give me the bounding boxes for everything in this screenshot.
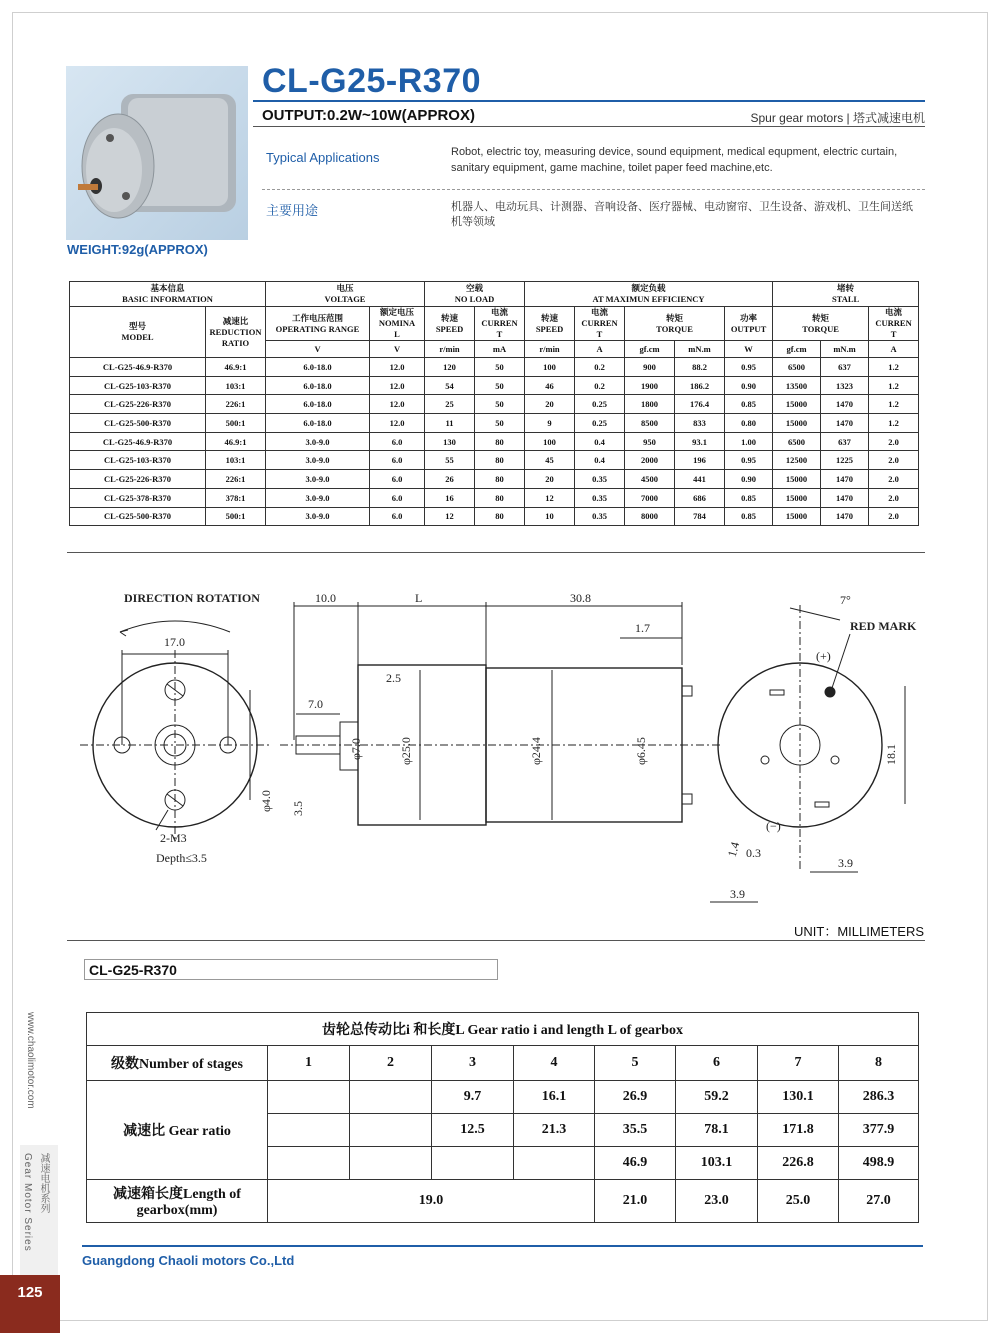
spec-cell: 6.0-18.0 (266, 395, 370, 414)
spec-cell: 0.4 (575, 451, 625, 470)
spec-cell: 12 (525, 488, 575, 507)
stages-label: 级数Number of stages (87, 1046, 268, 1081)
dim-3-9-b: 3.9 (730, 887, 745, 901)
spec-cell: 226:1 (206, 395, 266, 414)
spec-table (69, 281, 919, 526)
spec-row (70, 470, 919, 489)
spec-cell: 2.0 (869, 488, 919, 507)
phi-4: φ4.0 (259, 790, 273, 812)
spec-cell: 0.80 (725, 414, 773, 433)
spec-cell: 6500 (773, 432, 821, 451)
spec-cell: 15000 (773, 414, 821, 433)
phi-24-4: φ24.4 (529, 737, 543, 765)
h-stall: 堵转 STALL (773, 282, 919, 307)
website-text: www.chaolimotor.com (25, 1012, 36, 1109)
stage-number: 7 (758, 1046, 839, 1081)
length-label: 减速箱长度Length of gearbox(mm) (87, 1180, 268, 1223)
spec-cell: CL-G25-226-R370 (70, 395, 206, 414)
spec-cell: 15000 (773, 470, 821, 489)
spec-cell: 833 (675, 414, 725, 433)
spec-row (70, 395, 919, 414)
spec-cell: 0.25 (575, 414, 625, 433)
gearbox-length-cell: 25.0 (758, 1180, 839, 1223)
spec-cell: 12.0 (370, 376, 425, 395)
dim-17: 17.0 (164, 635, 185, 649)
spec-cell: 4500 (625, 470, 675, 489)
h-basic: 基本信息 BASIC INFORMATION (70, 282, 266, 307)
spec-cell: 20 (525, 470, 575, 489)
spec-cell: 6.0-18.0 (266, 376, 370, 395)
spec-cell: 80 (475, 470, 525, 489)
spec-cell: 686 (675, 488, 725, 507)
spec-cell: 25 (425, 395, 475, 414)
spec-cell: CL-G25-103-R370 (70, 376, 206, 395)
gear-ratio-cell: 46.9 (595, 1147, 676, 1180)
spec-cell: 2.0 (869, 451, 919, 470)
c-range: 工作电压范围 OPERATING RANGE (266, 307, 370, 341)
unit-cell: A (575, 341, 625, 358)
minus-terminal: (−) (766, 819, 781, 833)
spec-cell: 50 (475, 414, 525, 433)
spec-cell: 0.4 (575, 432, 625, 451)
spec-cell: 11 (425, 414, 475, 433)
unit-cell: mN.m (821, 341, 869, 358)
spec-cell: 9 (525, 414, 575, 433)
spec-cell: 6.0 (370, 470, 425, 489)
spec-cell: 500:1 (206, 414, 266, 433)
spec-cell: 0.95 (725, 451, 773, 470)
spec-cell: 6.0 (370, 451, 425, 470)
dimension-drawing (60, 580, 940, 920)
spec-cell: 0.25 (575, 395, 625, 414)
spec-cell: 0.2 (575, 376, 625, 395)
c-nominal: 额定电压 NOMINA L (370, 307, 425, 341)
series-label: Spur gear motors | 塔式减速电机 (750, 111, 925, 125)
spec-row (70, 376, 919, 395)
dim-m3: 2-M3 (160, 831, 187, 845)
gear-ratio-cell: 130.1 (758, 1081, 839, 1114)
spec-row (70, 432, 919, 451)
spec-cell: 50 (475, 358, 525, 377)
spec-cell: 6500 (773, 358, 821, 377)
spec-cell: 93.1 (675, 432, 725, 451)
spec-cell: 1470 (821, 488, 869, 507)
cn-applications-text: 机器人、电动玩具、计测器、音响设备、医疗器械、电动窗帘、卫生设备、游戏机、卫生间送纸机等领域 (451, 201, 913, 228)
dim-3-5: 3.5 (291, 801, 305, 816)
c-ratio: 减速比 REDUCTION RATIO (206, 307, 266, 358)
spec-cell: 1225 (821, 451, 869, 470)
spec-row (70, 414, 919, 433)
gear-ratio-cell (268, 1114, 350, 1147)
spec-cell: 55 (425, 451, 475, 470)
spec-cell: 0.90 (725, 470, 773, 489)
gear-ratio-cell: 78.1 (676, 1114, 758, 1147)
c-torque2: 转矩 TORQUE (773, 307, 869, 341)
dim-0-3: 0.3 (746, 846, 761, 860)
spec-cell: 0.35 (575, 470, 625, 489)
unit-label: UNIT：MILLIMETERS (793, 924, 924, 939)
spec-row (70, 451, 919, 470)
unit-cell: mA (475, 341, 525, 358)
red-mark-label: RED MARK (850, 619, 917, 633)
spec-cell: 900 (625, 358, 675, 377)
title-rule (253, 100, 925, 102)
phi-7: φ7.0 (349, 738, 363, 760)
spec-cell: 15000 (773, 395, 821, 414)
spec-cell: 46.9:1 (206, 358, 266, 377)
unit-cell: r/min (425, 341, 475, 358)
series-cn: 减速电机系列 (38, 1153, 49, 1213)
c-model: 型号 MODEL (70, 307, 206, 358)
spec-cell: 500:1 (206, 507, 266, 526)
spec-cell: 12.0 (370, 358, 425, 377)
gear-ratio-cell: 21.3 (514, 1114, 595, 1147)
spec-cell: 46.9:1 (206, 432, 266, 451)
gear-ratio-cell (514, 1147, 595, 1180)
spec-cell: 0.95 (725, 358, 773, 377)
output-power: OUTPUT:0.2W~10W(APPROX) (262, 107, 475, 124)
unit-cell: V (370, 341, 425, 358)
motor-photo (66, 66, 248, 240)
spec-cell: 1470 (821, 507, 869, 526)
spec-cell: 784 (675, 507, 725, 526)
spec-cell: 0.85 (725, 488, 773, 507)
dim-30-8: 30.8 (570, 591, 591, 605)
gear-ratio-cell: 286.3 (839, 1081, 919, 1114)
spec-cell: 1.2 (869, 414, 919, 433)
spec-cell: 3.0-9.0 (266, 432, 370, 451)
page-number: 125 (0, 1275, 60, 1333)
spec-cell: 6.0 (370, 488, 425, 507)
spec-cell: 100 (525, 358, 575, 377)
gear-ratio-cell (268, 1081, 350, 1114)
c-torque: 转矩 TORQUE (625, 307, 725, 341)
spec-cell: 103:1 (206, 376, 266, 395)
dim-1-7: 1.7 (635, 621, 650, 635)
dim-depth: Depth≤3.5 (156, 851, 207, 865)
gear-ratio-cell (432, 1147, 514, 1180)
gear-ratio-cell (268, 1147, 350, 1180)
weight-label: WEIGHT:92g(APPROX) (67, 242, 208, 257)
spec-cell: 1.2 (869, 395, 919, 414)
cn-applications-label: 主要用途 (266, 203, 319, 218)
spec-cell: 6.0-18.0 (266, 414, 370, 433)
spec-cell: 26 (425, 470, 475, 489)
h-max-efficiency: 额定负载 AT MAXIMUN EFFICIENCY (525, 282, 773, 307)
spec-cell: 2.0 (869, 432, 919, 451)
spec-cell: 0.35 (575, 507, 625, 526)
dim-2-5: 2.5 (386, 671, 401, 685)
typical-applications-text: Robot, electric toy, measuring device, sound equipment, medical equpment, electric curtain, sanitary equipment, game machine, toilet paper feed machine,etc. (451, 146, 898, 174)
gear-ratio-table (86, 1012, 919, 1223)
spec-cell: CL-G25-500-R370 (70, 414, 206, 433)
gear-ratio-cell: 35.5 (595, 1114, 676, 1147)
spec-cell: 80 (475, 507, 525, 526)
spec-cell: 1470 (821, 414, 869, 433)
stage-number: 4 (514, 1046, 595, 1081)
unit-cell: mN.m (675, 341, 725, 358)
spec-cell: 80 (475, 432, 525, 451)
gear-ratio-cell: 226.8 (758, 1147, 839, 1180)
stage-number: 6 (676, 1046, 758, 1081)
spec-cell: 80 (475, 488, 525, 507)
gear-ratio-cell: 498.9 (839, 1147, 919, 1180)
gear-ratio-cell: 103.1 (676, 1147, 758, 1180)
dim-7: 7.0 (308, 697, 323, 711)
spec-cell: 54 (425, 376, 475, 395)
unit-cell: A (869, 341, 919, 358)
spec-cell: 1470 (821, 395, 869, 414)
spec-cell: 46 (525, 376, 575, 395)
gear-ratio-cell (350, 1081, 432, 1114)
gear-section-title: CL-G25-R370 (84, 959, 498, 980)
spec-cell: 1800 (625, 395, 675, 414)
unit-cell: gf.cm (773, 341, 821, 358)
spec-cell: 16 (425, 488, 475, 507)
spec-cell: 15000 (773, 507, 821, 526)
spec-cell: 12 (425, 507, 475, 526)
spec-cell: 103:1 (206, 451, 266, 470)
spec-cell: 13500 (773, 376, 821, 395)
ratio-label: 减速比 Gear ratio (87, 1081, 268, 1180)
spec-cell: 10 (525, 507, 575, 526)
footer-rule (82, 1245, 923, 1247)
stage-number: 2 (350, 1046, 432, 1081)
spec-cell: CL-G25-103-R370 (70, 451, 206, 470)
spec-cell: 1470 (821, 470, 869, 489)
length-stage-1-4: 19.0 (268, 1180, 595, 1223)
gearbox-length-cell: 21.0 (595, 1180, 676, 1223)
phi-6-45: φ6.45 (634, 737, 648, 765)
spec-cell: 50 (475, 395, 525, 414)
stage-number: 1 (268, 1046, 350, 1081)
spec-cell: 186.2 (675, 376, 725, 395)
unit-cell: gf.cm (625, 341, 675, 358)
spec-cell: 45 (525, 451, 575, 470)
model-title: CL-G25-R370 (262, 62, 482, 100)
spec-cell: 196 (675, 451, 725, 470)
spec-cell: 3.0-9.0 (266, 507, 370, 526)
plus-terminal: (+) (816, 649, 831, 663)
c-current2: 电流 CURREN T (575, 307, 625, 341)
spec-cell: 378:1 (206, 488, 266, 507)
gear-ratio-cell (350, 1147, 432, 1180)
gearbox-length-cell: 27.0 (839, 1180, 919, 1223)
spec-cell: 2000 (625, 451, 675, 470)
spec-cell: 20 (525, 395, 575, 414)
spec-cell: 0.85 (725, 395, 773, 414)
spec-cell: 3.0-9.0 (266, 488, 370, 507)
spec-row (70, 358, 919, 377)
company-name: Guangdong Chaoli motors Co.,Ltd (82, 1253, 295, 1268)
spec-cell: 0.35 (575, 488, 625, 507)
spec-cell: 130 (425, 432, 475, 451)
spec-cell: 12500 (773, 451, 821, 470)
spec-cell: 6.0-18.0 (266, 358, 370, 377)
spec-cell: CL-G25-500-R370 (70, 507, 206, 526)
spec-cell: CL-G25-226-R370 (70, 470, 206, 489)
stage-number: 5 (595, 1046, 676, 1081)
spec-cell: 1323 (821, 376, 869, 395)
gear-table-caption: 齿轮总传动比i 和长度L Gear ratio i and length L of gearbox (87, 1013, 919, 1046)
gear-ratio-cell: 9.7 (432, 1081, 514, 1114)
spec-cell: 1.2 (869, 376, 919, 395)
spec-cell: 226:1 (206, 470, 266, 489)
spec-cell: 6.0 (370, 432, 425, 451)
spec-cell: CL-G25-378-R370 (70, 488, 206, 507)
dim-L: L (415, 591, 423, 605)
spec-cell: 12.0 (370, 414, 425, 433)
c-current3: 电流 CURREN T (869, 307, 919, 341)
spec-cell: 100 (525, 432, 575, 451)
spec-cell: 12.0 (370, 395, 425, 414)
spec-cell: 637 (821, 432, 869, 451)
spec-cell: 0.2 (575, 358, 625, 377)
gear-ratio-cell: 16.1 (514, 1081, 595, 1114)
spec-cell: 8000 (625, 507, 675, 526)
output-rule (253, 126, 925, 127)
spec-cell: 1.00 (725, 432, 773, 451)
stage-number: 8 (839, 1046, 919, 1081)
h-voltage: 电压 VOLTAGE (266, 282, 425, 307)
spec-cell: 637 (821, 358, 869, 377)
dim-7-deg: 7° (840, 593, 851, 607)
c-current: 电流 CURREN T (475, 307, 525, 341)
gearbox-length-cell: 23.0 (676, 1180, 758, 1223)
spec-cell: 0.85 (725, 507, 773, 526)
dim-18-1: 18.1 (884, 744, 898, 765)
spec-cell: 88.2 (675, 358, 725, 377)
dim-1-4: 1.4 (724, 840, 743, 859)
spec-cell: CL-G25-46.9-R370 (70, 358, 206, 377)
spec-cell: CL-G25-46.9-R370 (70, 432, 206, 451)
dim-10: 10.0 (315, 591, 336, 605)
gear-ratio-cell: 171.8 (758, 1114, 839, 1147)
gear-ratio-cell (350, 1114, 432, 1147)
series-en: Gear Motor Series (22, 1153, 33, 1252)
spec-cell: 50 (475, 376, 525, 395)
section-divider (67, 552, 925, 553)
unit-cell: V (266, 341, 370, 358)
spec-cell: 0.90 (725, 376, 773, 395)
gear-ratio-cell: 12.5 (432, 1114, 514, 1147)
gear-ratio-cell: 26.9 (595, 1081, 676, 1114)
section-divider (67, 940, 925, 941)
typical-applications-label: Typical Applications (266, 150, 380, 165)
stage-number: 3 (432, 1046, 514, 1081)
spec-row (70, 488, 919, 507)
spec-cell: 2.0 (869, 507, 919, 526)
spec-cell: 6.0 (370, 507, 425, 526)
gear-ratio-cell: 377.9 (839, 1114, 919, 1147)
spec-row (70, 507, 919, 526)
phi-25: φ25.0 (399, 737, 413, 765)
spec-cell: 3.0-9.0 (266, 451, 370, 470)
divider (262, 189, 925, 190)
spec-cell: 8500 (625, 414, 675, 433)
spec-cell: 2.0 (869, 470, 919, 489)
spec-cell: 7000 (625, 488, 675, 507)
c-output: 功率 OUTPUT (725, 307, 773, 341)
c-speed2: 转速 SPEED (525, 307, 575, 341)
spec-cell: 120 (425, 358, 475, 377)
spec-cell: 1900 (625, 376, 675, 395)
direction-rotation-label: DIRECTION ROTATION (124, 591, 260, 605)
spec-cell: 3.0-9.0 (266, 470, 370, 489)
spec-cell: 950 (625, 432, 675, 451)
spec-cell: 15000 (773, 488, 821, 507)
unit-cell: W (725, 341, 773, 358)
spec-cell: 441 (675, 470, 725, 489)
spec-cell: 80 (475, 451, 525, 470)
gear-ratio-cell: 59.2 (676, 1081, 758, 1114)
c-speed: 转速 SPEED (425, 307, 475, 341)
dim-3-9-a: 3.9 (838, 856, 853, 870)
spec-cell: 176.4 (675, 395, 725, 414)
h-noload: 空载 NO LOAD (425, 282, 525, 307)
side-series-label (20, 1145, 58, 1275)
unit-cell: r/min (525, 341, 575, 358)
spec-cell: 1.2 (869, 358, 919, 377)
